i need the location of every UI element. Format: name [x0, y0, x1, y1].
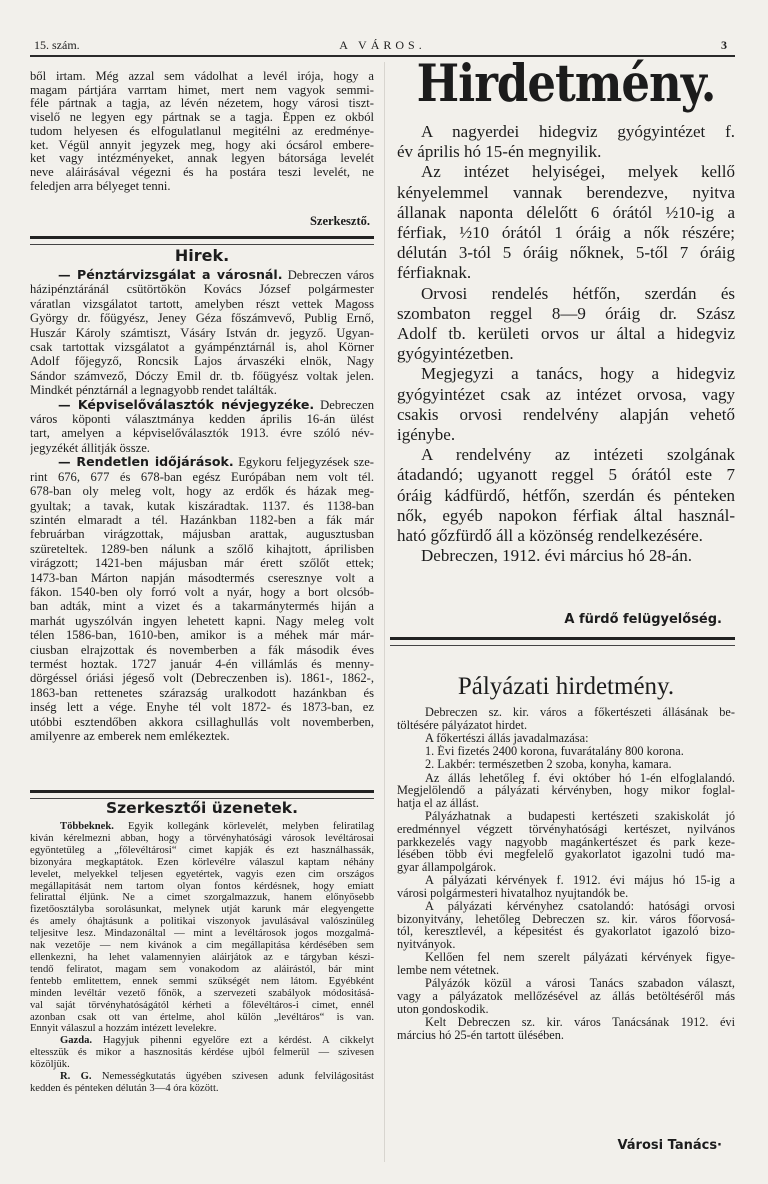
text-line [397, 1003, 735, 1016]
paragraph [397, 162, 735, 283]
line-text: neve aláirásával végezni és ha postára teszi levelét, ne [30, 165, 374, 179]
text-line [397, 183, 735, 203]
text-line [30, 1071, 374, 1083]
paragraph [30, 268, 374, 398]
line-text: tart, amelyen a képviselőválasztók 1913. évre szóló név- [30, 426, 374, 441]
text-line [30, 988, 374, 1000]
text-line [30, 964, 374, 976]
line-text: parkkezelés vagy nagyobb magánkertészet és park keze- [397, 835, 735, 849]
text-line [397, 526, 735, 546]
council-signature: Városi Tanács· [617, 1138, 722, 1153]
line-text: ből irtam. Még azzal sem vádolhat a levél irója, hogy a [30, 70, 374, 83]
text-line [397, 797, 735, 810]
text-line [30, 599, 374, 613]
line-text: kedden és pénteken délután 3—4 óra között. [30, 1082, 219, 1094]
text-line [397, 1029, 735, 1042]
line-text: termést hoztak. 1727 január 4-én villámlás és menny- [30, 656, 374, 671]
announcement-heading: Hirdetmény. [416, 52, 716, 114]
text-line [30, 542, 374, 556]
paragraph [397, 1016, 735, 1041]
line-text: március hó 25-én tartott ülésében. [397, 1028, 564, 1042]
text-line [30, 125, 374, 139]
text-line [30, 111, 374, 125]
text-line [30, 1000, 374, 1012]
line-text: Sándor számvező, Dóczy Emil dr. tb. főügyész voltak jelen. [30, 368, 374, 383]
text-line [397, 913, 735, 926]
text-line [30, 369, 374, 383]
line-text: Debreczen város [282, 268, 374, 282]
line-text: jegyzékét állitják össze. [30, 440, 150, 455]
line-text: 1. Évi fizetés 2400 korona, fuvarátalány 800 korona. [425, 745, 684, 758]
line-text: Egykoru feljegyzések sze- [233, 455, 374, 470]
text-line [397, 732, 735, 745]
line-text: csakis orvosi rendelvény alapján vehető [397, 404, 735, 424]
news-articles [30, 268, 374, 743]
line-text: inség lett a vége. Enyhe tél volt 1872- és 1873-ban, ez [30, 700, 374, 715]
text-line [397, 823, 735, 836]
text-line [397, 465, 735, 485]
text-line [30, 180, 374, 194]
line-text: házipénztáránál csütörtökön Kovács József polgármester [30, 282, 374, 297]
line-text: 2. Lakbér: természetben 2 szoba, konyha, kamara. [425, 758, 672, 772]
text-line [397, 951, 735, 964]
tender-heading: Pályázati hirdetmény. [457, 673, 675, 700]
text-line [397, 243, 735, 263]
line-text: délután 3-tól 5 óráig nőknek, 5-től 7 óráig [397, 243, 735, 263]
text-line [397, 719, 735, 732]
line-text: Az intézet helyiségei, melyek kellő [421, 162, 735, 182]
text-line [30, 916, 374, 928]
text-line [397, 1016, 735, 1029]
paragraph [30, 1035, 374, 1071]
line-text: azonban csak ott van értelme, ahol külön „levéltáros“ is van. [30, 1011, 374, 1023]
text-line [397, 304, 735, 324]
text-line [30, 470, 374, 484]
text-line [30, 1012, 374, 1024]
line-text: közöljük. [30, 1059, 70, 1071]
paragraph [30, 821, 374, 1035]
line-text: Orvosi rendelés hétfőn, szerdán és [421, 283, 735, 303]
text-line [397, 405, 735, 425]
text-line [30, 857, 374, 869]
line-text: fákon. 1540-ben oly forró volt a nyár, hogy a bort olcsób- [30, 584, 374, 599]
tender-announcement [397, 706, 735, 1042]
editor-signature: Szerkesztő. [309, 214, 370, 228]
text-line [397, 938, 735, 951]
line-text: és amely óhajtásunk a politikai viszonyok javulásával valószinüleg [30, 916, 374, 928]
paragraph [30, 455, 374, 743]
line-text: vagy a pályázatok mellőzésével az állás betöltéséről más [397, 989, 735, 1003]
line-text: magam pártjára varrtam himet, mert nem vagyok semmi- [30, 83, 374, 97]
text-line [30, 904, 374, 916]
line-text: Adolf főjegyző, Roncsik Lajos árvaszéki elnök, Nagy [30, 354, 374, 369]
line-text: levelet, melyekkel teljesen egyetértek, vagyis ezen cim országos [30, 868, 374, 880]
line-text: Nemességkutatás ügyében szivesen adunk felvilágositást [91, 1071, 374, 1083]
line-text: ket vagy intézményeket, annak legyen bátorsága levelét [30, 152, 374, 166]
text-line [30, 928, 374, 940]
line-text: állanak naponta délelőtt 6 órától ½10-ig a [397, 202, 735, 222]
text-line [397, 861, 735, 874]
article-lead: R. G. [60, 1071, 92, 1083]
line-text: óráig kádfürdő, hétfőn, szerdán és pénteken [397, 485, 735, 505]
paragraph [397, 706, 735, 731]
line-text: lembe nem vétetnek. [397, 964, 500, 977]
text-line [397, 964, 735, 977]
text-line [30, 671, 374, 685]
news-heading: Hirek. [174, 246, 230, 265]
line-text: lésében több évi megfelelő gyakorlatot igazolni tudó ma- [397, 848, 735, 861]
text-line [397, 223, 735, 243]
text-line [397, 925, 735, 938]
paragraph [30, 1071, 374, 1095]
text-line [397, 784, 735, 797]
line-text: gyógyintézetben. [397, 344, 514, 364]
line-text: Pályázhatnak a budapesti kertészeti szakiskolát jó [425, 810, 735, 823]
text-line [397, 486, 735, 506]
text-line [397, 364, 735, 384]
text-line [30, 441, 374, 455]
text-line [30, 484, 374, 498]
text-line [397, 546, 735, 566]
line-text: Pályázók közül a városi Tanács szabadon választ, [425, 977, 735, 990]
line-text: átadandó; ugyanott reggel 5 órától este 7 [397, 465, 735, 485]
line-text: férfiak, ½10 órától 1 óráig a nők részére; [397, 223, 735, 243]
line-text: feledjen arra bélyeget tenni. [30, 179, 171, 193]
line-text: val saját törvényhatóságától kérheti a főlevéltáros-i cimet, ennél [30, 999, 374, 1011]
text-line [30, 311, 374, 325]
line-text: gyar állampolgárok. [397, 860, 497, 874]
line-text: Debreczen, 1912. évi március hó 28-án. [421, 546, 692, 566]
text-line [30, 97, 374, 111]
text-line [30, 729, 374, 743]
text-line [30, 412, 374, 426]
editorial-messages [30, 821, 374, 1095]
text-line [397, 758, 735, 771]
line-text: bizonyitvány, lehetőleg Debreczen sz. kir. város főorvosá- [397, 912, 735, 926]
paragraph [397, 445, 735, 546]
paragraph [397, 284, 735, 365]
paragraph [397, 900, 735, 951]
paragraph [397, 745, 735, 758]
line-text: György dr. főügyész, Jeney Géza főszámvevő, Publig Ernő, [30, 311, 374, 326]
text-line [30, 152, 374, 166]
text-line [30, 166, 374, 180]
text-line [30, 643, 374, 657]
text-line [30, 139, 374, 153]
text-line [30, 383, 374, 397]
line-text: kiván kérelmezni abban, hogy a törvényhatósági városok levéltárosai [30, 832, 374, 844]
line-text: dörgéssel óriási jégeső volt (Debreczenben is). 1861-, 1862-, [30, 671, 374, 686]
line-text: minden levéltár vezető főnök, a szervezeti szabályok módositásá- [30, 987, 374, 999]
article-lead: — Pénztárvizsgálat a városnál. [58, 268, 283, 282]
line-text: férfiaknak. [397, 263, 472, 283]
text-line [30, 84, 374, 98]
article-lead: — Képviselőválasztók névjegyzéke. [58, 397, 315, 412]
text-line [397, 324, 735, 344]
line-text: Mindkét pénztárnál a legnagyobb rendet találták. [30, 383, 277, 398]
text-line [397, 425, 735, 445]
article-lead: Többeknek. [60, 821, 114, 832]
line-text: A rendelvény az intézeti szolgának [421, 445, 735, 465]
line-text: amilyenre az emberek nem emlékeztek. [30, 729, 230, 743]
text-line [30, 326, 374, 340]
line-text: megállapitását nem tartom olyan fontos kérdésnek, hogy emiatt [30, 880, 374, 892]
line-text: szüreteltek. 1289-ben nálunk a szőlő kihajtott, áprilisben [30, 541, 374, 556]
line-text: februárban virágzottak, májusban arattak, augusztusban [30, 527, 374, 542]
text-line [30, 282, 374, 296]
line-text: váratlan vizsgálatot tartott, amelyben részt vettek Magoss [30, 296, 374, 311]
text-line [30, 657, 374, 671]
text-line [30, 715, 374, 729]
paragraph [397, 122, 735, 162]
text-line [30, 426, 374, 440]
line-text: fizetőosztályba sorolásunkat, melynek utját karunk már elegyengette [30, 904, 374, 916]
line-text: 1863-ban rettenetes szárazság uralkodott hazánkban és [30, 685, 374, 700]
column-divider [384, 62, 385, 1162]
line-text: tól, keresztlevél, a képesitést és gyakorlatot igazoló bizo- [397, 925, 735, 939]
text-line [30, 686, 374, 700]
paragraph [397, 758, 735, 771]
text-line [30, 571, 374, 585]
text-line [30, 556, 374, 570]
line-text: ket. Végül annyit jegyzek meg, hogy aki ócsárol embere- [30, 138, 374, 152]
text-line [30, 297, 374, 311]
text-line [30, 499, 374, 513]
paragraph [397, 810, 735, 874]
line-text: egyöntetüleg a „főlevéltárosi“ cimet kapják és ezt használhassák, [30, 844, 374, 856]
paragraph [397, 951, 735, 976]
text-line [30, 845, 374, 857]
line-text: A pályázati kérvényhez csatolandó: hatósági orvosi [425, 900, 735, 913]
line-text: Ennyit válaszul a hozzám intézett levelekre. [30, 1023, 217, 1035]
line-text: Kellően fel nem szerelt pályázati kérvények figye- [425, 951, 735, 965]
text-line [30, 1035, 374, 1047]
text-line [30, 1059, 374, 1071]
text-line [397, 977, 735, 990]
line-text: eltesszük és mikor a hasznositás kérdése ujból felmerül — szivesen [30, 1047, 374, 1059]
text-line [30, 1083, 374, 1095]
line-text: nak vezetője — nem kivánok a cim megállapitása kérdésében sem [30, 940, 374, 952]
paragraph [397, 977, 735, 1015]
line-text: tudom helyesen és elfogulatlanul megitélni az eredménye- [30, 124, 374, 138]
line-text: ellenkezni, ha lehet valamennyien aláirjátok az e tárgyban készi- [30, 951, 374, 963]
bath-announcement [397, 122, 735, 566]
text-line [30, 940, 374, 952]
text-line [397, 445, 735, 465]
text-line [397, 706, 735, 719]
line-text: utóbbi esztendőben akkora csillaghullás volt novemberben, [30, 714, 374, 729]
text-line [30, 268, 374, 282]
line-text: bizonyára megkaptátok. Ezen körlevélre válaszul kaptam néhány [30, 856, 374, 868]
text-line [30, 585, 374, 599]
issue-number: 15. szám. [34, 38, 80, 52]
paragraph [30, 70, 374, 193]
line-text: felirattal éljünk. Ne a cimet szorgalmazzuk, hanem előnyösebb [30, 892, 374, 904]
text-line [30, 340, 374, 354]
text-line [397, 142, 735, 162]
paragraph [397, 874, 735, 899]
bath-signature: A fürdő felügyelőség. [564, 612, 722, 627]
line-text: kényelemmel vannak berendezve, nyitva [397, 182, 735, 202]
line-text: töltésére pályázatot hirdet. [397, 718, 528, 732]
text-line [397, 162, 735, 182]
newspaper-title: A VÁROS. [339, 38, 426, 52]
line-text: Debreczen sz. kir. város a főkertészeti állásának be- [425, 706, 735, 719]
text-line [30, 354, 374, 368]
line-text: Megjegyzi a tanács, hogy a hidegviz [421, 364, 735, 384]
line-text: csak tartottak vizsgálatot a gyámpénztárnál is, ahol Körner [30, 340, 374, 355]
text-line [397, 990, 735, 1003]
page-number: 3 [721, 38, 727, 52]
paragraph [397, 364, 735, 445]
text-line [397, 836, 735, 849]
line-text: Huszár Károly számtiszt, Vásáry István dr. jegyző. Ugyan- [30, 325, 374, 340]
text-line [30, 614, 374, 628]
text-line [30, 513, 374, 527]
line-text: fentebb emlitettem, ennek semmi szükségét nem látom. Egyébként [30, 975, 374, 987]
text-line [30, 881, 374, 893]
section-divider [390, 637, 735, 646]
paragraph [397, 546, 735, 566]
text-line [397, 122, 735, 142]
text-line [397, 887, 735, 900]
text-line [30, 1047, 374, 1059]
line-text: marhát ugyszólván ingyen lehetett kapni. Nagy meleg volt [30, 613, 374, 628]
line-text: rint 676, 677 és 678-ban egész Európában nem volt tél. [30, 469, 374, 484]
paragraph [397, 732, 735, 745]
text-line [397, 344, 735, 364]
text-line [397, 745, 735, 758]
text-line [397, 203, 735, 223]
line-text: viselő ne legyen egy pártnak se a tagja. Éppen ez okból [30, 111, 374, 125]
line-text: 1473-ban Márton napján másodtermés cseresznye volt a [30, 570, 374, 585]
text-line [397, 848, 735, 861]
line-text: uton gondoskodik. [397, 1002, 489, 1016]
paragraph [30, 398, 374, 456]
text-line [397, 874, 735, 887]
letter-continuation [30, 70, 374, 193]
text-line [30, 892, 374, 904]
article-lead: Gazda. [60, 1035, 93, 1047]
text-line [30, 70, 374, 84]
text-line [30, 952, 374, 964]
line-text: tendő feliratot, magam sem vonakodom az aláirástól, bár mint [30, 963, 374, 975]
line-text: nők, egyéb napokon férfiak által használ- [397, 505, 735, 525]
text-line [397, 506, 735, 526]
line-text: ható gőzfürdő áll a közönség rendelkezésére. [397, 526, 703, 546]
text-line [30, 628, 374, 642]
text-line [30, 869, 374, 881]
line-text: Egyik kollegánk körlevelét, melyben feliratilag [113, 821, 374, 832]
text-line [397, 900, 735, 913]
line-text: hatja el az állást. [397, 796, 479, 810]
text-line [397, 385, 735, 405]
line-text: féle pártnak a tagja, az lévén nézetem, hogy városi tiszt- [30, 97, 374, 111]
line-text: ciusban elrajzottak és novemberben a fák második éves [30, 642, 374, 657]
line-text: télen 1586-ban, 1610-ben, amikor is a méhek már már- [30, 628, 374, 643]
line-text: A nagyerdei hidegviz gyógyintézet f. [421, 122, 735, 141]
text-line [30, 976, 374, 988]
line-text: nyitványok. [397, 938, 456, 951]
editorial-messages-heading: Szerkesztői üzenetek. [106, 799, 298, 817]
line-text: 678-ban oly meleg volt, hogy az erdők és házak meg- [30, 484, 374, 499]
text-line [397, 772, 735, 785]
text-line [30, 700, 374, 714]
line-text: A pályázati kérvények f. 1912. évi május hó 15-ig a [425, 874, 735, 887]
line-text: igénybe. [397, 425, 456, 445]
line-text: Kelt Debreczen sz. kir. város Tanácsának 1912. évi [425, 1015, 735, 1029]
line-text: Debreczen [314, 397, 374, 412]
text-line [397, 810, 735, 823]
line-text: város köponti választmánya kedden április 16-án ülést [30, 412, 374, 427]
line-text: gyógyintézet csak az intézet orvosa, vagy [397, 384, 735, 404]
line-text: szintén elmaradt a tél. Hazánkban 1182-ben a fák már [30, 512, 374, 527]
line-text: év április hó 15-én megnyilik. [397, 142, 602, 162]
text-line [397, 263, 735, 283]
section-divider [30, 790, 374, 799]
line-text: Hagyjuk pihenni egyelőre ezt a kérdést. A cikkelyt [92, 1035, 374, 1047]
text-line [30, 455, 374, 469]
line-text: teljesitve lesz. Mindazonáltal — mint a levéltárosok jogos mozgalmá- [30, 928, 374, 940]
text-line [397, 284, 735, 304]
text-line [30, 527, 374, 541]
text-line [30, 398, 374, 412]
line-text: eredménnyel végzett törvényhatósági kertészet, nyilvános [397, 822, 735, 836]
text-line [30, 833, 374, 845]
text-line [30, 821, 374, 833]
line-text: gyultak; a tavak, kutak kiszáradtak. 1137. és 1138-ban [30, 498, 374, 513]
line-text: virágzott; 1421-ben májusban már érett szőlőt ettek; [30, 556, 374, 571]
line-text: ban adták, mint a vizet és a takarmánytermés hiján a [30, 599, 374, 614]
paragraph [397, 772, 735, 810]
line-text: Az állás lehetőleg f. évi október hó 1-én elfoglalandó. [425, 771, 735, 785]
text-line [30, 1023, 374, 1035]
line-text: városi polgármesteri hivatalhoz nyujtandók be. [397, 886, 629, 900]
line-text: A főkertészi állás javadalmazása: [425, 731, 589, 745]
line-text: szombaton reggel 8—9 óráig dr. Szász [397, 303, 735, 323]
line-text: Megjelölendő a pályázati kérvényben, hogy mikor foglal- [397, 784, 735, 797]
line-text: Adolf tb. kerületi orvos ur által a hidegviz [397, 324, 735, 344]
article-lead: — Rendetlen időjárások. [58, 455, 234, 470]
section-divider [30, 236, 374, 245]
